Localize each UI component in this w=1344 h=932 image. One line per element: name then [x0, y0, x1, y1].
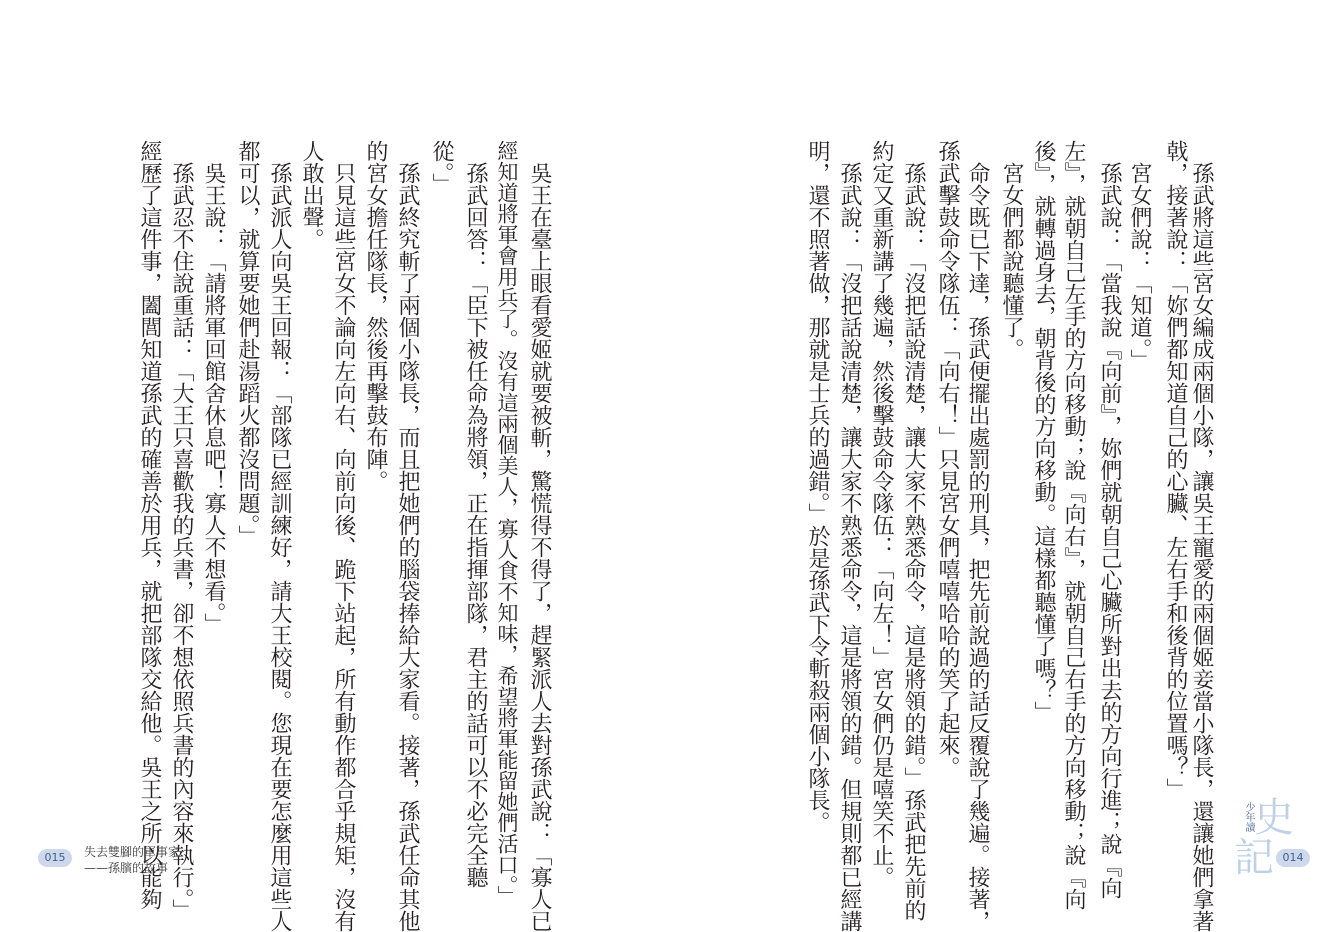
text-column: 戟，接著說：「妳們都知道自己的心臟、左右手和後背的位置嗎？」: [1163, 140, 1188, 800]
text-column: 明，還不照著做，那就是士兵的過錯。」於是孫武下令斬殺兩個小隊長。: [805, 140, 830, 833]
text-column: 孫武說：「沒把話說清楚，讓大家不熟悉命令，這是將領的錯。」孫武把先前的: [901, 162, 926, 921]
text-column: 孫武將這些宮女編成兩個小隊，讓吳王寵愛的兩個姬妾當小隊長，還讓她們拿著: [1189, 162, 1214, 932]
text-column: 吳王說：「請將軍回館舍休息吧！寡人不想看。」: [201, 162, 226, 635]
text-column: 經歷了這件事，闔閭知道孫武的確善於用兵，就把部隊交給他。吳王之所以能夠: [137, 140, 162, 910]
footer-subtitle: ——孫臏的故事: [84, 861, 169, 875]
page-number-left: 015: [38, 849, 72, 867]
text-column: 人敢出聲。: [299, 140, 324, 250]
text-column: 經知道將軍會用兵了。沒有這兩個美人，寡人食不知味，希望將軍能留她們活口。」: [495, 140, 519, 907]
text-column: 從。」: [429, 140, 454, 195]
text-column: 宮女們都說聽懂了。: [999, 162, 1024, 360]
text-column: 孫武回答：「臣下被任命為將領，正在指揮部隊，君主的話可以不必完全聽: [463, 162, 488, 888]
logo-char-shi: 史: [1254, 795, 1294, 841]
text-column: 只見這些宮女不論向左向右、向前向後、跪下站起，所有動作都合乎規矩，沒有: [331, 162, 356, 932]
text-column: 命令既已下達，孫武便擺出處罰的刑具，把先前說過的話反覆說了幾遍。接著，: [965, 162, 990, 932]
running-footer: [84, 844, 180, 876]
text-column: 孫武擊鼓命令隊伍：「向右！」只見宮女們嘻嘻哈哈的笑了起來。: [935, 140, 960, 778]
text-column: 吳王在臺上眼看愛姬就要被斬，驚慌得不得了，趕緊派人去對孫武說：「寡人已: [527, 162, 552, 932]
text-column: 孫武忍不住說重話：「大王只喜歡我的兵書，卻不想依照兵書的內容來執行。」: [169, 162, 194, 921]
text-column: 孫武說：「沒把話說清楚，讓大家不熟悉命令，這是將領的錯。但規則都已經講: [837, 162, 862, 932]
text-column: 孫武終究斬了兩個小隊長，而且把她們的腦袋捧給大家看。接著，孫武任命其他: [395, 162, 420, 932]
logo-char-ji: 記: [1234, 835, 1274, 881]
logo-small-text: 少年讀: [1243, 802, 1254, 832]
text-column: 後』，就轉過身去，朝背後的方向移動。這樣都聽懂了嗎？」: [1031, 140, 1056, 723]
text-column: 宮女們說：「知道。」: [1127, 162, 1152, 371]
footer-title: 失去雙腳的軍事家: [84, 845, 181, 859]
text-column: 孫武派人向吳王回報：「部隊已經訓練好，請大王校閱。您現在要怎麼用這些人: [267, 162, 292, 932]
text-column: 孫武說：「當我說『向前』，妳們就朝自己心臟所對出去的方向行進；說『向: [1097, 162, 1122, 899]
text-column: 的宮女擔任隊長，然後再擊鼓布陣。: [363, 140, 388, 492]
text-column: 都可以，就算要她們赴湯蹈火都沒問題。」: [235, 140, 260, 547]
page-number-right: 014: [1276, 849, 1310, 867]
text-column: 左』，就朝自己左手的方向移動；說『向右』，就朝自己右手的方向移動；說『向: [1061, 140, 1086, 910]
text-column: 約定又重新講了幾遍，然後擊鼓命令隊伍：「向左！」宮女們仍是嘻笑不止。: [869, 140, 894, 888]
